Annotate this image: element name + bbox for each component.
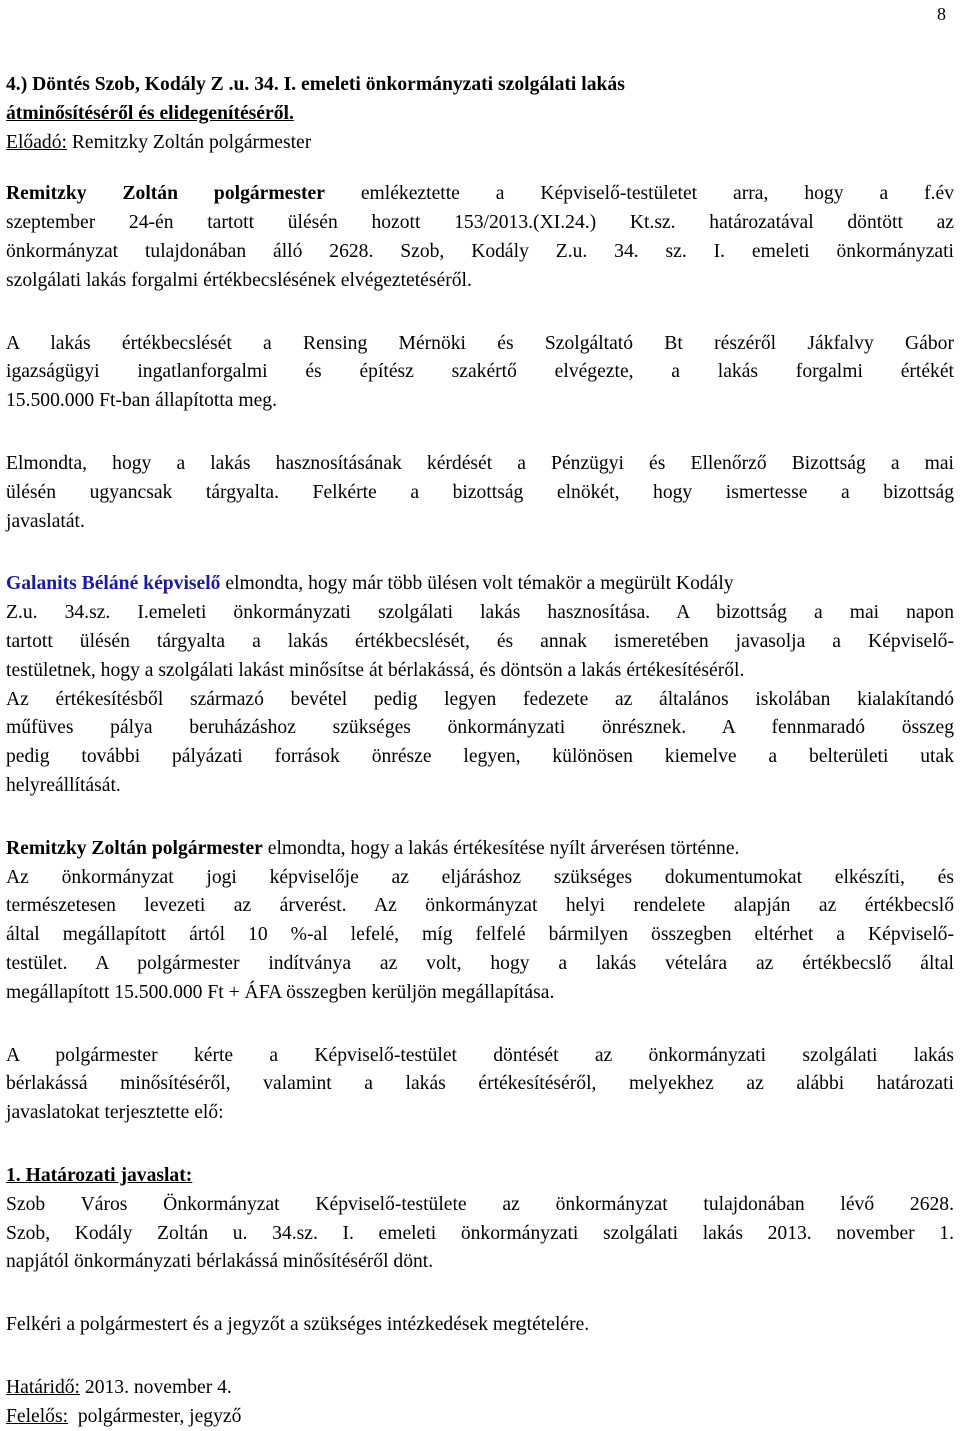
responsible-label: Felelős: (6, 1405, 69, 1427)
request-text: Felkéri a polgármestert és a jegyzőt a szükséges intézkedések megtételére. (6, 1314, 590, 1336)
speaker-galanits: Galanits Béláné képviselő (6, 573, 221, 595)
agenda-title-line-1: 4.) Döntés Szob, Kodály Z .u. 34. I. emeleti önkormányzati szolgálati lakás (6, 74, 625, 95)
paragraph-reminder: Remitzky Zoltán polgármester emlékeztette a Képviselő-testületet arra, hogy a f.év szeptember 24-én tartott ülésén hozott 153/2013.(XI.24.) Kt.sz. határozatával döntött az önkormányzat tulajdonában álló 2628. Szob, Kodály Z.u. 34. sz. I. emeleti önkormányzati szolgálati lakás forgalmi értékbecslésének elvégeztetéséről. (6, 183, 954, 291)
speaker-mayor: Remitzky Zoltán polgármester (6, 183, 325, 205)
resolution-heading: 1. Határozati javaslat: (6, 1164, 193, 1186)
paragraph-request-decision: A polgármester kérte a Képviselő-testület döntését az önkormányzati szolgálati lakás bérlakássá minősítéséről, valamint a lakás értékesítéséről, melyekhez az alábbi határozati javaslatokat terjesztette elő: (6, 1044, 954, 1124)
document-body (6, 71, 954, 1431)
deadline-value: 2013. november 4. (80, 1376, 232, 1398)
page-number: 8 (937, 4, 946, 24)
deadline (6, 1374, 954, 1403)
presenter-name: Remitzky Zoltán polgármester (66, 131, 312, 153)
responsible-value: polgármester, jegyző (68, 1405, 242, 1427)
paragraph-valuation: A lakás értékbecslését a Rensing Mérnöki és Szolgáltató Bt részéről Jákfalvy Gábor igazságügyi ingatlanforgalmi és építész szakértő elvégezte, a lakás forgalmi értékét 15.500.000 Ft-ban állapította meg. (6, 332, 954, 412)
speaker-mayor-2: Remitzky Zoltán polgármester (6, 837, 263, 859)
resolution-proposal: 1. Határozati javaslat: Szob Város Önkormányzat Képviselő-testülete az önkormányzat tulajdonában lévő 2628. Szob, Kodály Zoltán u. 34.sz. I. emeleti önkormányzati szolgálati lakás 2013. november 1. napjától önkormányzati bérlakássá minősítéséről dönt. (6, 1162, 954, 1277)
deadline-label: Határidő: (6, 1376, 80, 1398)
presenter (6, 129, 954, 158)
paragraph-auction: Remitzky Zoltán polgármester elmondta, hogy a lakás értékesítése nyílt árverésen történne. Az önkormányzat jogi képviselője az eljáráshoz szükséges dokumentumokat elkészíti, és természetesen levezeti az árverést. Az önkormányzat helyi rendelete alapján az értékbecslő által megállapított ártól 10 %-al lefelé, míg felfelé bármilyen összegben eltérhet a Képviselő- testület. A polgármester indítványa az volt, hogy a lakás vételára az értékbecslő által megállapított 15.500.000 Ft + ÁFA összegben kerüljön megállapítása. (6, 837, 954, 1003)
presenter-label: Előadó: (6, 131, 67, 153)
responsible (6, 1403, 954, 1431)
paragraph-committee: Elmondta, hogy a lakás hasznosításának kérdését a Pénzügyi és Ellenőrző Bizottság a mai ülésén ugyancsak tárgyalta. Felkérte a bizottság elnökét, hogy ismertesse a bizottság javaslatát. (6, 452, 954, 532)
paragraph-galanits: Galanits Béláné képviselő elmondta, hogy már több ülésen volt témakör a megürült Kodály Z.u. 34.sz. I.emeleti önkormányzati szolgálati lakás hasznosítása. A bizottság a mai napon tartott ülésén tárgyalta a lakás értékbecslését, és annak ismeretében javasolja a Képviselő- testületnek, hogy a szolgálati lakást minősítse át bérlakássá, és döntsön a lakás értékesítéséről. Az értékesítésből származó bevétel pedig legyen fedezete az általános iskolában kialakítandó műfüves pálya beruházáshoz szükséges önkormányzati önrésznek. A fennmaradó összeg pedig további pályázati források önrésze legyen, különösen kiemelve a belterületi utak helyreállítását. (6, 573, 954, 796)
agenda-title-line-2: átminősítéséről és elidegenítéséről. (6, 102, 294, 124)
